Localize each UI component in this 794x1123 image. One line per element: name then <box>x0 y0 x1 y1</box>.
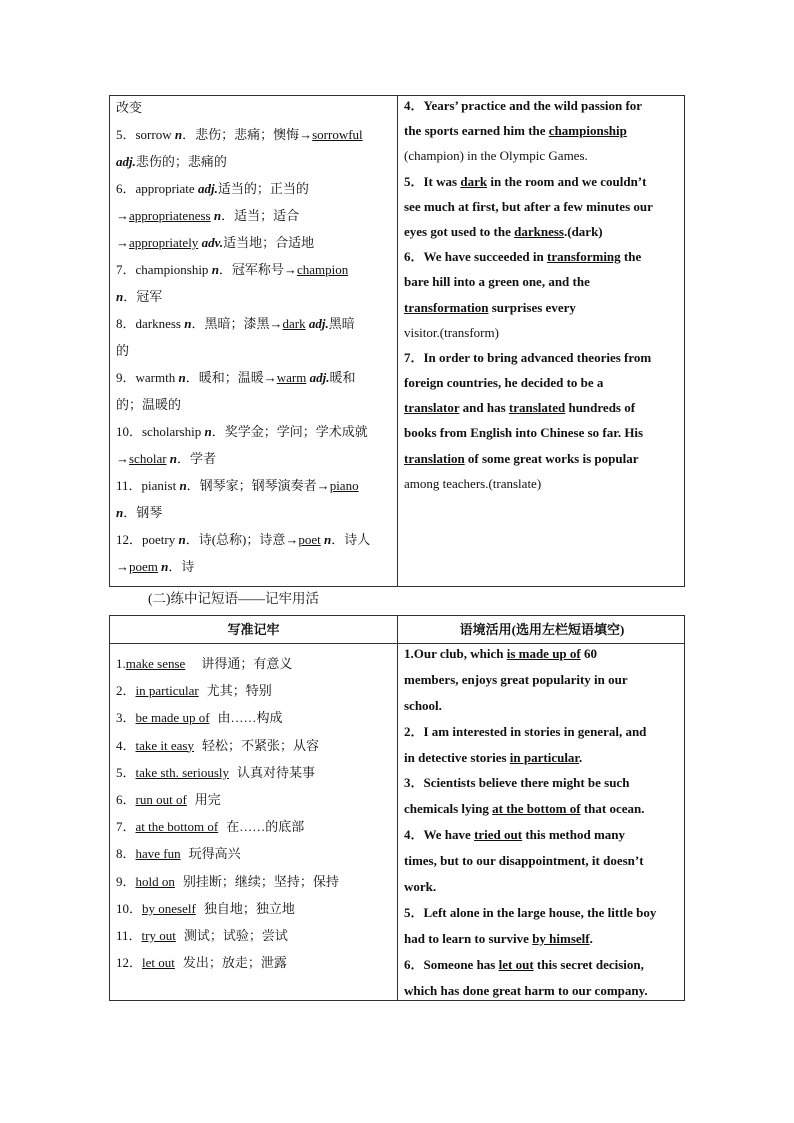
word-family-column <box>116 98 392 584</box>
list-item: eyes got used to the darkness.(dark) <box>404 223 603 239</box>
phrase-item: 3．be made up of 由……构成 <box>116 710 283 726</box>
phrase-table <box>109 615 685 1001</box>
section-title: (二)练中记短语——记牢用活 <box>148 591 319 606</box>
column-divider <box>397 616 398 1000</box>
list-item: 1.Our club, which is made up of 60 <box>404 646 597 661</box>
phrase-item: 10．by oneself 独自地；独立地 <box>116 900 295 916</box>
list-item: n．冠军 <box>116 289 163 304</box>
phrase-item: 6．run out of 用完 <box>116 791 221 807</box>
list-item: →appropriately adv.适当地；合适地 <box>116 235 315 250</box>
list-item: 4．We have tried out this method many <box>404 827 626 843</box>
phrase-item: 1.make sense 讲得通；有意义 <box>116 656 293 671</box>
list-item: which has done great harm to our company. <box>404 982 648 998</box>
list-item: in detective stories in particular. <box>404 749 583 765</box>
list-item: chemicals lying at the bottom of that ocean. <box>404 801 645 817</box>
list-item: →poem n．诗 <box>116 559 195 574</box>
list-item: 6．Someone has let out this secret decision, <box>404 956 644 972</box>
phrase-column <box>116 654 392 980</box>
list-item: n．钢琴 <box>116 505 163 520</box>
list-item: 2．I am interested in stories in general, and <box>404 723 647 739</box>
list-item: 7．championship n．冠军称号→champion <box>116 262 349 277</box>
list-item: →scholar n．学者 <box>116 451 217 466</box>
list-item: adj.悲伤的；悲痛的 <box>116 154 227 169</box>
list-item: bare hill into a green one, and the <box>404 274 590 290</box>
list-item: 12．poetry n．诗(总称)；诗意→poet n．诗人 <box>116 532 371 547</box>
list-item: 7．In order to bring advanced theories from <box>404 349 652 365</box>
context-column <box>404 644 680 1006</box>
list-item: the sports earned him the championship <box>404 123 627 139</box>
list-item: 的；温暖的 <box>116 397 182 412</box>
list-item: 改变 <box>116 100 143 115</box>
list-item: see much at first, but after a few minutes our <box>404 198 653 214</box>
header-right: 语境活用(选用左栏短语填空) <box>459 622 625 637</box>
list-item: →appropriateness n．适当；适合 <box>116 208 300 223</box>
list-item: 9．warmth n．暖和；温暖→warm adj.暖和 <box>116 370 356 385</box>
list-item: translation of some great works is popular <box>404 450 639 466</box>
phrase-item: 7．at the bottom of 在……的底部 <box>116 819 305 835</box>
phrase-item: 4．take it easy 轻松；不紧张；从容 <box>116 737 320 753</box>
list-item: members, enjoys great popularity in our <box>404 671 628 687</box>
list-item: 4．Years’ practice and the wild passion for <box>404 98 643 113</box>
list-item: translator and has translated hundreds of <box>404 400 636 416</box>
list-item: among teachers.(translate) <box>404 475 542 491</box>
list-item: 8．darkness n．黑暗；漆黑→dark adj.黑暗 <box>116 316 355 331</box>
list-item: books from English into Chinese so far. His <box>404 425 644 441</box>
phrase-item: 12．let out 发出；放走；泄露 <box>116 955 287 971</box>
list-item: (champion) in the Olympic Games. <box>404 148 588 164</box>
header-left: 写准记牢 <box>227 622 280 637</box>
phrase-item: 11．try out 测试；试验；尝试 <box>116 927 288 943</box>
list-item: 5．sorrow n．悲伤；悲痛；懊悔→sorrowful <box>116 127 363 142</box>
list-item: 5．Left alone in the large house, the little boy <box>404 904 657 920</box>
list-item: transformation surprises every <box>404 299 576 315</box>
list-item: times, but to our disappointment, it doesn’t <box>404 853 644 869</box>
list-item: 11．pianist n．钢琴家；钢琴演奏者→piano <box>116 478 359 493</box>
phrase-item: 9．hold on 别挂断；继续；坚持；保持 <box>116 873 339 889</box>
list-item: school. <box>404 697 442 713</box>
phrase-item: 5．take sth. seriously 认真对待某事 <box>116 764 316 780</box>
list-item: work. <box>404 879 437 895</box>
list-item: foreign countries, he decided to be a <box>404 375 604 391</box>
list-item: 的 <box>116 343 130 358</box>
list-item: had to learn to survive by himself. <box>404 930 593 946</box>
phrase-item: 2．in particular 尤其；特别 <box>116 683 272 699</box>
list-item: 6．We have succeeded in transforming the <box>404 249 642 265</box>
exercise-column <box>404 96 680 499</box>
column-divider <box>397 96 398 586</box>
phrase-item: 8．have fun 玩得高兴 <box>116 846 241 862</box>
list-item: 6．appropriate adj.适当的；正当的 <box>116 181 309 196</box>
list-item: 10．scholarship n．奖学金；学问；学术成就 <box>116 424 368 439</box>
list-item: 3．Scientists believe there might be such <box>404 775 630 791</box>
list-item: 5．It was dark in the room and we couldn’t <box>404 173 647 189</box>
list-item: visitor.(transform) <box>404 324 499 340</box>
vocabulary-table <box>109 95 685 587</box>
